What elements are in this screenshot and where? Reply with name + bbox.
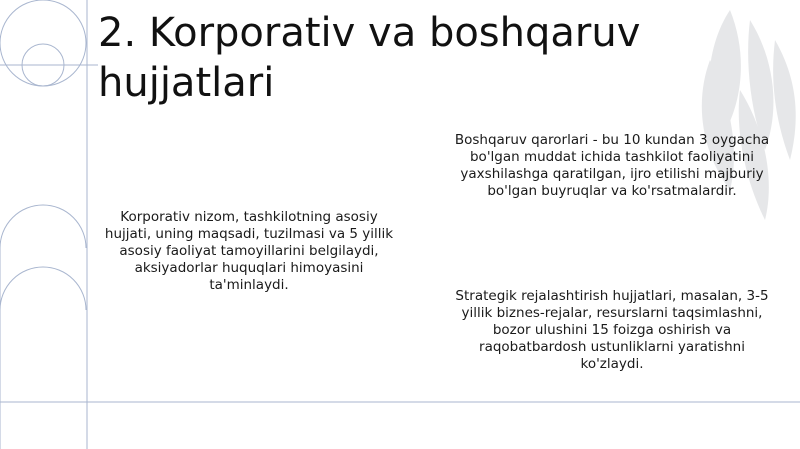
slide-title: 2. Korporativ va boshqaruv hujjatlari — [98, 10, 641, 106]
paragraph-corporate-charter: Korporativ nizom, tashkilotning asosiy hujjati, uning maqsadi, tuzilmasi va 5 yillik asosiy faoliyat tamoyillarini belgilaydi, aksiyadorlar huquqlari himoyasini ta'minlaydi. — [104, 209, 394, 293]
paragraph-strategic-planning: Strategik rejalashtirish hujjatlari, masalan, 3-5 yillik biznes-rejalar, resurslarni taqsimlashni, bozor ulushini 15 foizga oshirish va raqobatbardosh ustunliklarni yaratishni ko'zlaydi. — [455, 288, 769, 372]
paragraph-management-decisions: Boshqaruv qarorlari - bu 10 kundan 3 oygacha bo'lgan muddat ichida tashkilot faoliyatini yaxshilashga qaratilgan, ijro etilishi majburiy bo'lgan buyruqlar va ko'rsatmalardir. — [454, 132, 770, 199]
